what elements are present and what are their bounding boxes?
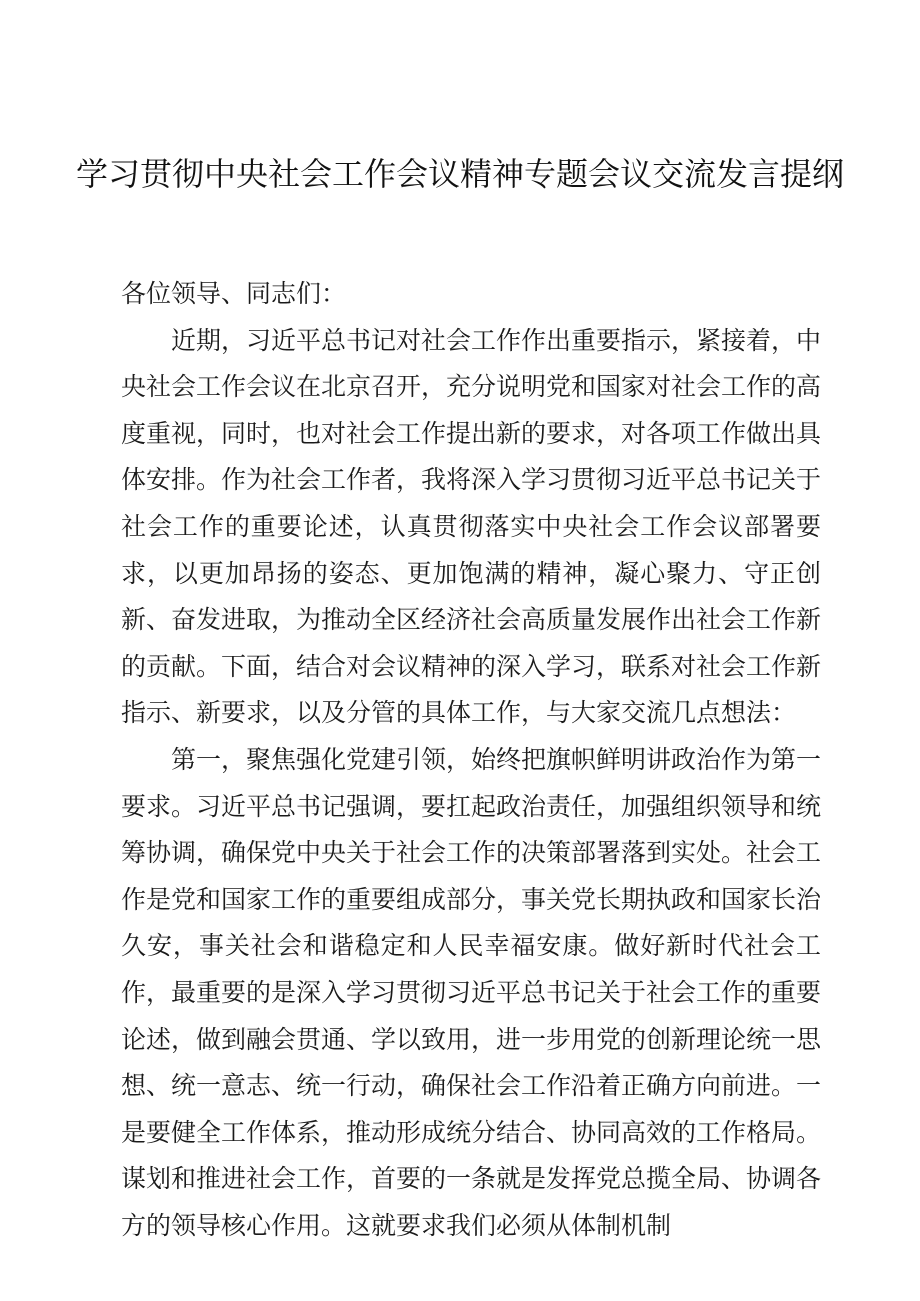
salutation: 各位领导、同志们：: [121, 279, 347, 308]
document-title: 学习贯彻中央社会工作会议精神专题会议交流发言提纲: [75, 155, 844, 193]
paragraph-first-point: 第一，聚焦强化党建引领，始终把旗帜鲜明讲政治作为第一要求。习近平总书记强调，要扛起政治责任，加强组织领导和统筹协调，确保党中央关于社会工作的决策部署落到实处。社会工作是党和国家工作的重要组成部分，事关党长期执政和国家长治久安，事关社会和谐稳定和人民幸福安康。做好新时代社会工作，最重要的是深入学习贯彻习近平总书记关于社会工作的重要论述，做到融会贯通、学以致用，进一步用党的创新理论统一思想、统一意志、统一行动，确保社会工作沿着正确方向前进。一是要健全工作体系，推动形成统分结合、协同高效的工作格局。谋划和推进社会工作，首要的一条就是发挥党总揽全局、协调各方的领导核心作用。这就要求我们必须从体制机制: [121, 744, 822, 1240]
document-body: [121, 271, 821, 1249]
paragraph-intro: 近期，习近平总书记对社会工作作出重要指示，紧接着，中央社会工作会议在北京召开，充分说明党和国家对社会工作的高度重视，同时，也对社会工作提出新的要求，对各项工作做出具体安排。作为社会工作者，我将深入学习贯彻习近平总书记关于社会工作的重要论述，认真贯彻落实中央社会工作会议部署要求，以更加昂扬的姿态、更加饱满的精神，凝心聚力、守正创新、奋发进取，为推动全区经济社会高质量发展作出社会工作新的贡献。下面，结合对会议精神的深入学习，联系对社会工作新指示、新要求，以及分管的具体工作，与大家交流几点想法：: [121, 325, 822, 728]
